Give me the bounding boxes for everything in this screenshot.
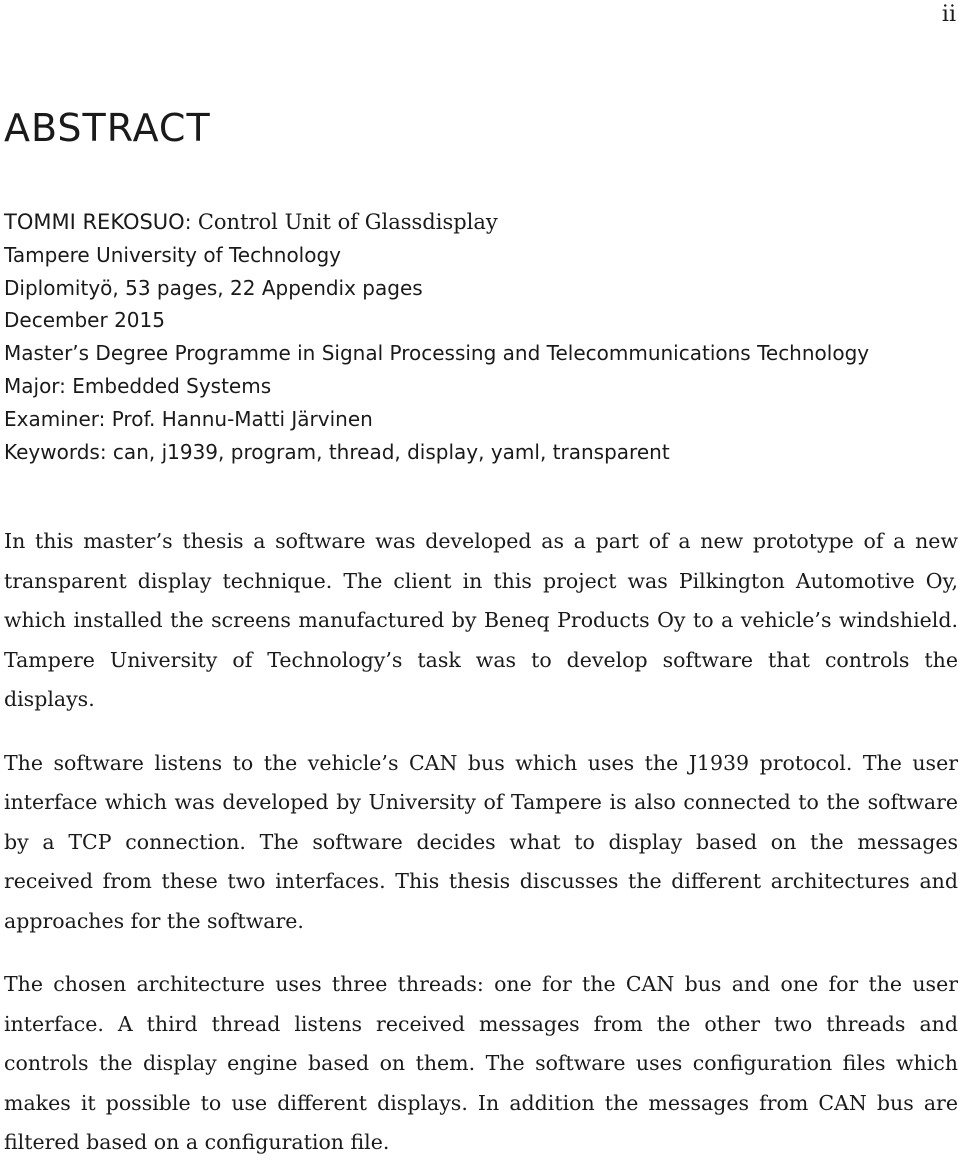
thesis-title: Control Unit of Glassdisplay (197, 210, 498, 234)
abstract-paragraph: The chosen architecture uses three threads: one for the CAN bus and one for the user interface. A third thread listens received messages from the other two threads and controls the display engine based on them. The software uses configuration files which makes it possible to use different displays. In addition the messages from CAN bus are filtered based on a configuration file. (4, 972, 958, 1154)
major: Major: Embedded Systems (4, 373, 272, 398)
degree-programme: Master’s Degree Programme in Signal Processing and Telecommunications Technology (4, 341, 870, 366)
abstract-paragraph: In this master’s thesis a software was developed as a part of a new prototype of a new transparent display technique. The client in this project was Pilkington Automotive Oy, which installed the screens manufactured by Beneq Products Oy to a vehicle’s windshield. Tampere University of Technology’s task was to develop software that controls the displays. (4, 529, 958, 711)
page-number: ii (941, 2, 956, 27)
author-name: TOMMI REKOSUO (4, 210, 185, 234)
thesis-details: Diplomityö, 53 pages, 22 Appendix pages (4, 275, 423, 300)
examiner: Examiner: Prof. Hannu-Matti Järvinen (4, 406, 373, 431)
thesis-metadata (4, 206, 960, 468)
thesis-date: December 2015 (4, 308, 165, 333)
institution: Tampere University of Technology (4, 242, 342, 267)
keywords: Keywords: can, j1939, program, thread, display, yaml, transparent (4, 439, 670, 464)
abstract-paragraph: The software listens to the vehicle’s CAN bus which uses the J1939 protocol. The user interface which was developed by University of Tampere is also connected to the software by a TCP connection. The software decides what to display based on the messages received from these two interfaces. This thesis discusses the different architectures and approaches for the software. (4, 750, 958, 933)
author-title-line (4, 206, 960, 239)
author-separator: : (184, 210, 192, 234)
abstract-heading: ABSTRACT (4, 106, 211, 150)
abstract-body (4, 522, 958, 1163)
